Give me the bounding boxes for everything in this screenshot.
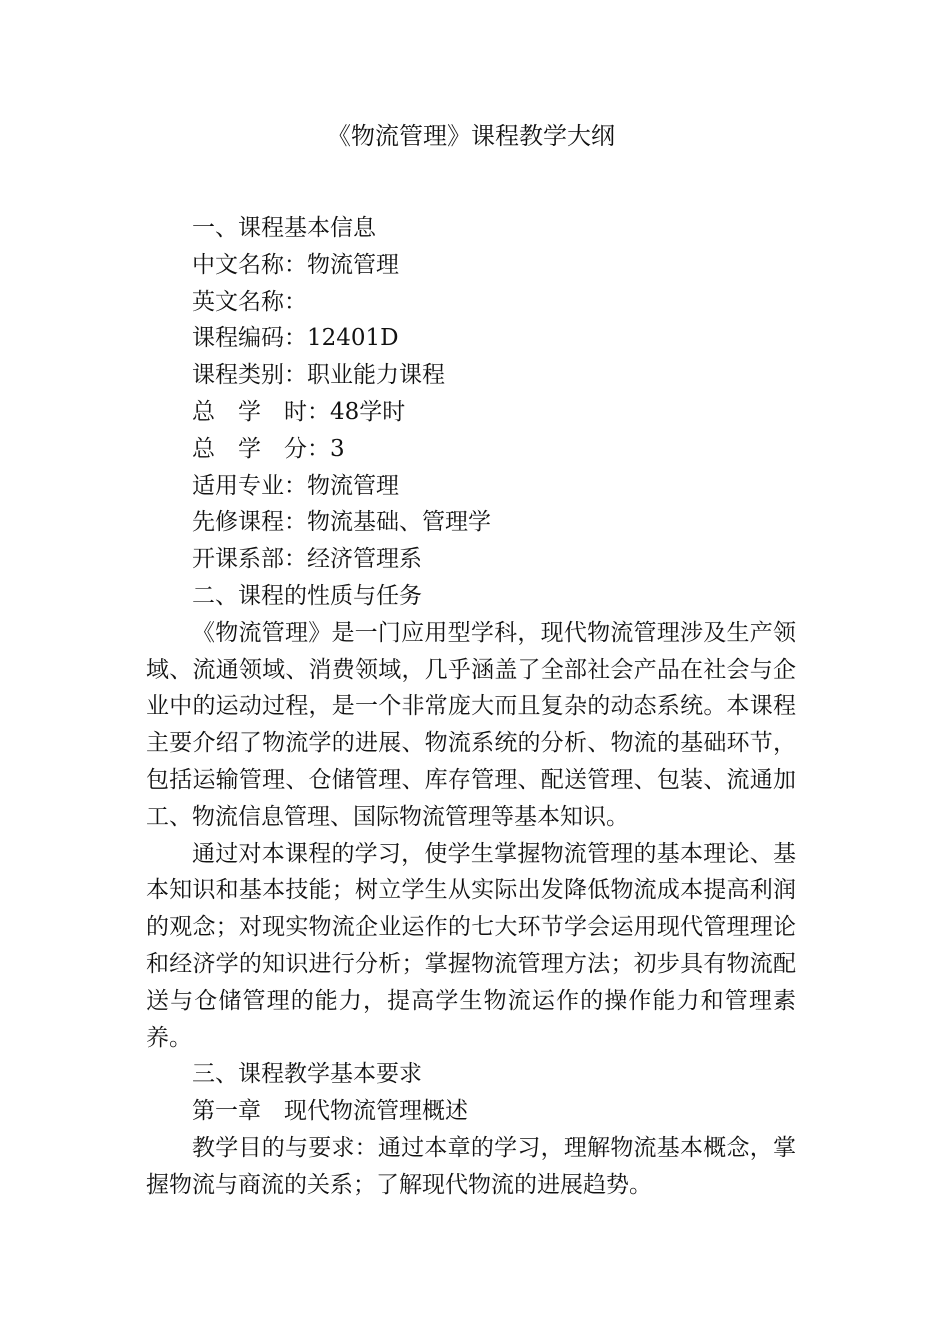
info-total-hours: 总 学 时：48学时 <box>192 398 406 425</box>
paragraph-tasks: 通过对本课程的学习，使学生掌握物流管理的基本理论、基本知识和基本技能；树立学生从实际出发降低物流成本提高利润的观念；对现实物流企业运作的七大环节学会运用现代管理理论和经济学的知识进行分析；掌握物流管理方法；初步具有物流配送与仓储管理的能力，提高学生物流运作的操作能力和管理素养。 <box>146 840 796 1051</box>
info-chinese-name: 中文名称：物流管理 <box>192 251 399 278</box>
info-total-credits: 总 学 分：3 <box>192 435 345 462</box>
paragraph-nature: 《物流管理》是一门应用型学科，现代物流管理涉及生产领域、流通领域、消费领域，几乎涵盖了全部社会产品在社会与企业中的运动过程，是一个非常庞大而且复杂的动态系统。本课程主要介绍了物流学的进展、物流系统的分析、物流的基础环节，包括运输管理、仓储管理、库存管理、配送管理、包装、流通加工、物流信息管理、国际物流管理等基本知识。 <box>146 619 796 830</box>
paragraph-chapter-goals: 教学目的与要求：通过本章的学习，理解物流基本概念，掌握物流与商流的关系；了解现代物流的进展趋势。 <box>146 1134 796 1198</box>
section-heading-nature-tasks: 二、课程的性质与任务 <box>192 582 422 609</box>
info-course-code: 课程编码：12401D <box>192 325 399 352</box>
section-heading-basic-info: 一、课程基本信息 <box>192 215 376 241</box>
document-page <box>146 116 796 1204</box>
info-department: 开课系部：经济管理系 <box>192 546 422 573</box>
chapter-heading: 第一章 现代物流管理概述 <box>192 1098 468 1125</box>
document-title: 《物流管理》课程教学大纲 <box>327 122 615 150</box>
info-english-name: 英文名称： <box>192 288 307 315</box>
section-heading-requirements: 三、课程教学基本要求 <box>192 1061 422 1088</box>
info-prerequisites: 先修课程：物流基础、管理学 <box>192 509 491 536</box>
info-course-category: 课程类别：职业能力课程 <box>192 362 445 389</box>
info-applicable-major: 适用专业：物流管理 <box>192 472 399 499</box>
